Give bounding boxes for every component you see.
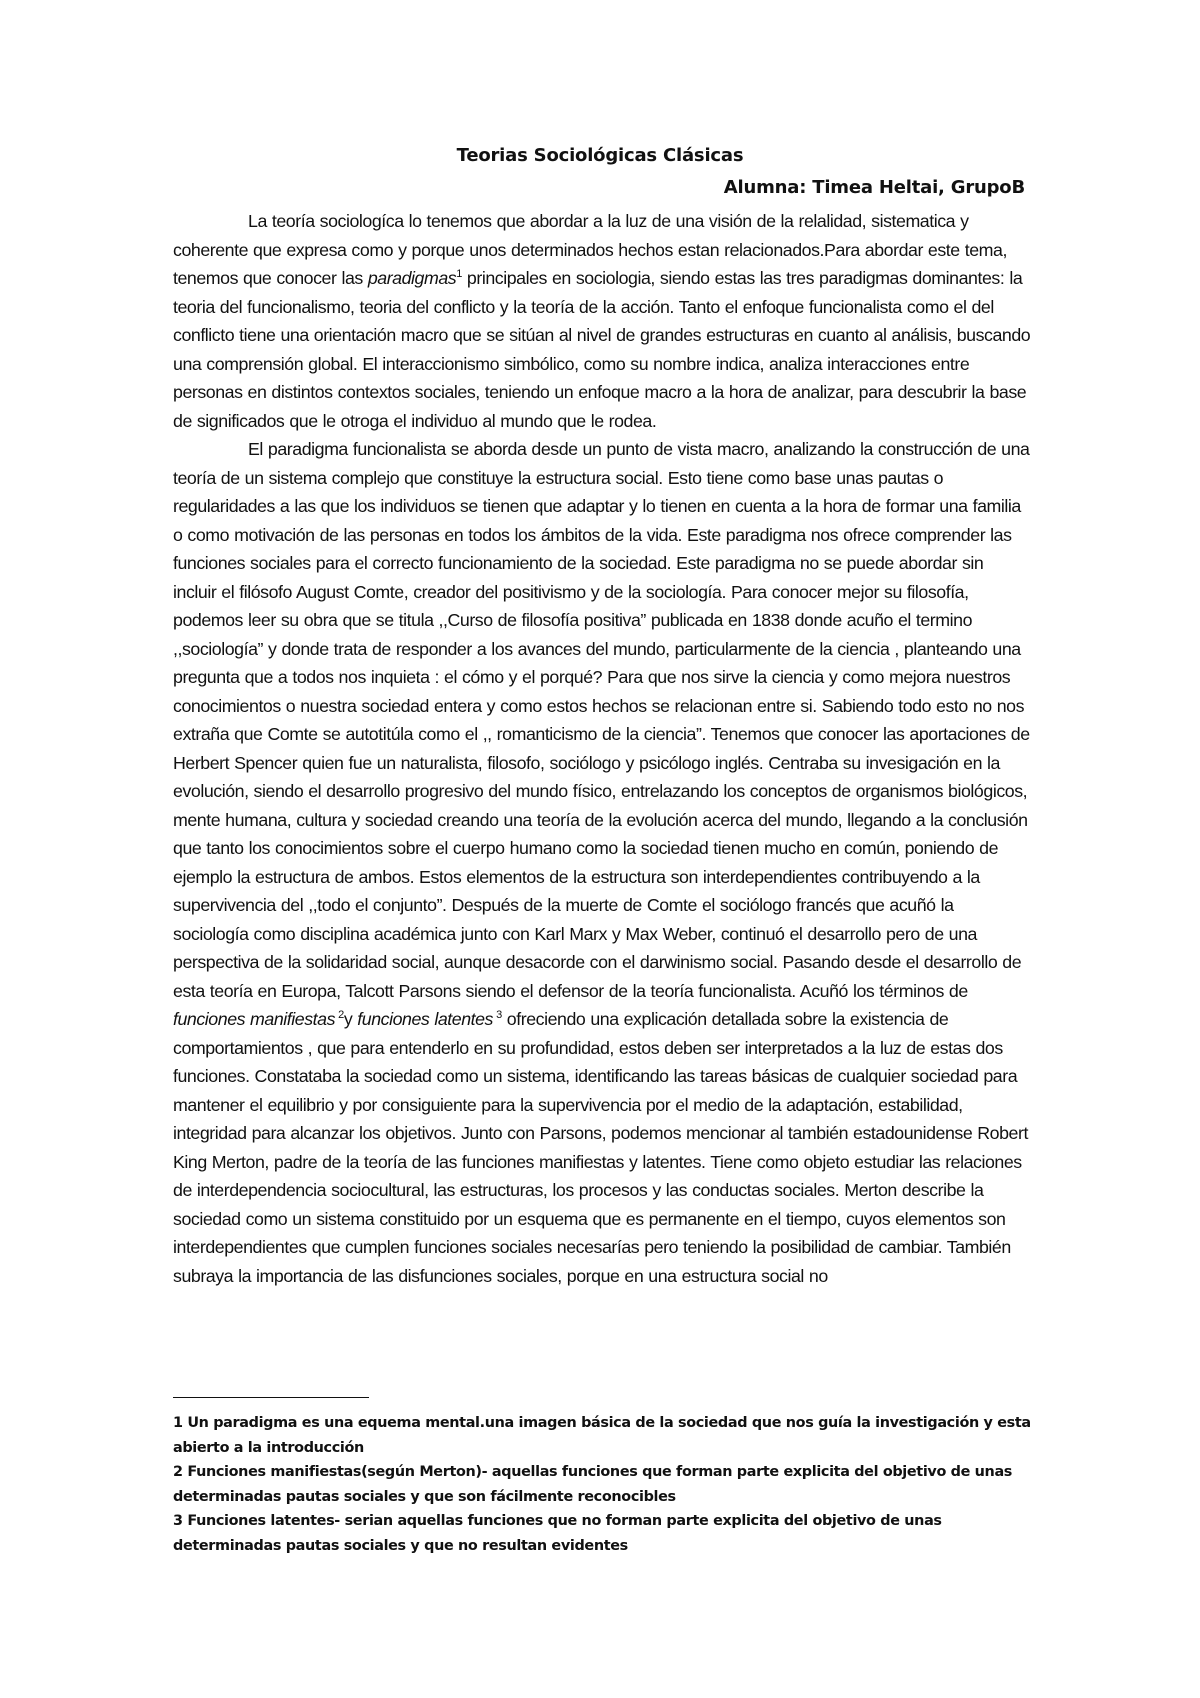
footnote-ref-3[interactable]: 3 [493, 1009, 502, 1021]
footnote-separator [173, 1397, 369, 1398]
text-run: principales en sociologia, siendo estas las tres paradigmas dominantes: la teoria del funcionalismo, teoria del conflicto y la teoría de la acción. Tanto el enfoque funcionalista como el del conflicto tiene una orientación macro que se sitúan al nivel de grandes estructuras en cuanto al análisis, buscando una comprensión global. El interaccionismo simbólico, como su nombre indica, analiza interacciones entre personas en distintos contextos sociales, teniendo un enfoque macro a la hora de analizar, para descubrir la base de significados que le otroga el individuo al mundo que le rodea. [173, 268, 1031, 431]
text-run: La teoría sociologíca lo tenemos que abordar a la luz de una visión de la relalidad, sistematica y coherente que expresa como y porque unos determinados hechos estan relacionados.Para abordar este tema, tenemos que conocer las [173, 211, 1007, 288]
document-title: Teorias Sociológicas Clásicas [456, 145, 744, 166]
text-run: El paradigma funcionalista se aborda desde un punto de vista macro, analizando la construcción de una teoría de un sistema complejo que constituye la estructura social. Esto tiene como base unas pautas o regularidades a las que los individuos se tienen que adaptar y lo tienen en cuenta a la hora de formar una familia o como motivación de las personas en todos los ámbitos de la vida. Este paradigma nos ofrece comprender las funciones sociales para el correcto funcionamiento de la sociedad. Este paradigma no se puede abordar sin incluir el filósofo August Comte, creador del positivismo y de la sociología. Para conocer mejor su filosofía, podemos leer su obra que se titula ,,Curso de filosofía positiva” publicada en 1838 donde acuño el termino ,,sociología” y donde trata de responder a los avances del mundo, particularmente de la ciencia , planteando una pregunta que a todos nos inquieta : el cómo y el porqué? Para que nos sirve la ciencia y como mejora nuestros conocimientos o nuestra sociedad entera y como estos hechos se relacionan entre si. Sabiendo todo esto no nos extraña que Comte se autotitúla como el ,, romanticismo de la ciencia”. Tenemos que conocer las aportaciones de Herbert Spencer quien fue un naturalista, filosofo, sociólogo y psicólogo inglés. Centraba su invesigación en la evolución, siendo el desarrollo progresivo del mundo físico, entrelazando los conceptos de organismos biológicos, mente humana, cultura y sociedad creando una teoría de la evolución acerca del mundo, llegando a la conclusión que tanto los conocimientos sobre el cuerpo humano como la sociedad tienen mucho en común, poniendo de ejemplo la estructura de ambos. Estos elementos de la estructura son interdependientes contribuyendo a la supervivencia del ,,todo el conjunto”. Después de la muerte de Comte el sociólogo francés que acuñó la sociología como disciplina académica junto con Karl Marx y Max Weber, continuó el desarrollo pero de una perspectiva de la solidaridad social, aunque desacorde con el darwinismo social. Pasando desde el desarrollo de esta teoría en Europa, Talcott Parsons siendo el defensor de la teoría funcionalista. Acuñó los términos de [173, 439, 1030, 1001]
text-run: ofreciendo una explicación detallada sobre la existencia de comportamientos , que para entenderlo en su profundidad, estos deben ser interpretados a la luz de estas dos funciones. Constataba la sociedad como un sistema, identificando las tareas básicas de cualquier sociedad para mantener el equilibrio y por consiguiente para la supervivencia por el medio de la adaptación, estabilidad, integridad para alcanzar los objetivos. Junto con Parsons, podemos mencionar al también estadounidense Robert King Merton, padre de la teoría de las funciones manifiestas y latentes. Tiene como objeto estudiar las relaciones de interdependencia sociocultural, las estructuras, los procesos y las conductas sociales. Merton describe la sociedad como un sistema constituido por un esquema que es permanente en el tiempo, cuyos elementos son interdependientes que cumplen funciones sociales necesarías pero teniendo la posibilidad de cambiar. También subraya la importancia de las disfunciones sociales, porque en una estructura social no [173, 1009, 1028, 1286]
footnote-ref-1[interactable]: 1 [456, 268, 462, 280]
footnote-ref-2[interactable]: 2 [335, 1009, 344, 1021]
body-paragraph-1 [173, 207, 1031, 435]
footnotes [173, 1411, 1053, 1558]
footnote-2: 2 Funciones manifiestas(según Merton)- aquellas funciones que forman parte explicita del objetivo de unas determinadas pautas sociales y que son fácilmente reconocibles [173, 1464, 1013, 1505]
body-text [173, 207, 1031, 1290]
text-run: y [343, 1009, 358, 1029]
italic-term-paradigmas: paradigmas [367, 268, 457, 288]
body-paragraph-2 [173, 435, 1031, 1290]
italic-term-funciones-latentes: funciones latentes [357, 1009, 494, 1029]
italic-term-funciones-manifiestas: funciones manifiestas [173, 1009, 336, 1029]
author-line: Alumna: Timea Heltai, GrupoB [723, 177, 1025, 198]
footnote-3: 3 Funciones latentes- serian aquellas funciones que no forman parte explicita del objetivo de unas determinadas pautas sociales y que no resultan evidentes [173, 1513, 942, 1554]
footnote-1: 1 Un paradigma es una equema mental.una imagen básica de la sociedad que nos guía la investigación y esta abierto a la introducción [173, 1415, 1031, 1456]
